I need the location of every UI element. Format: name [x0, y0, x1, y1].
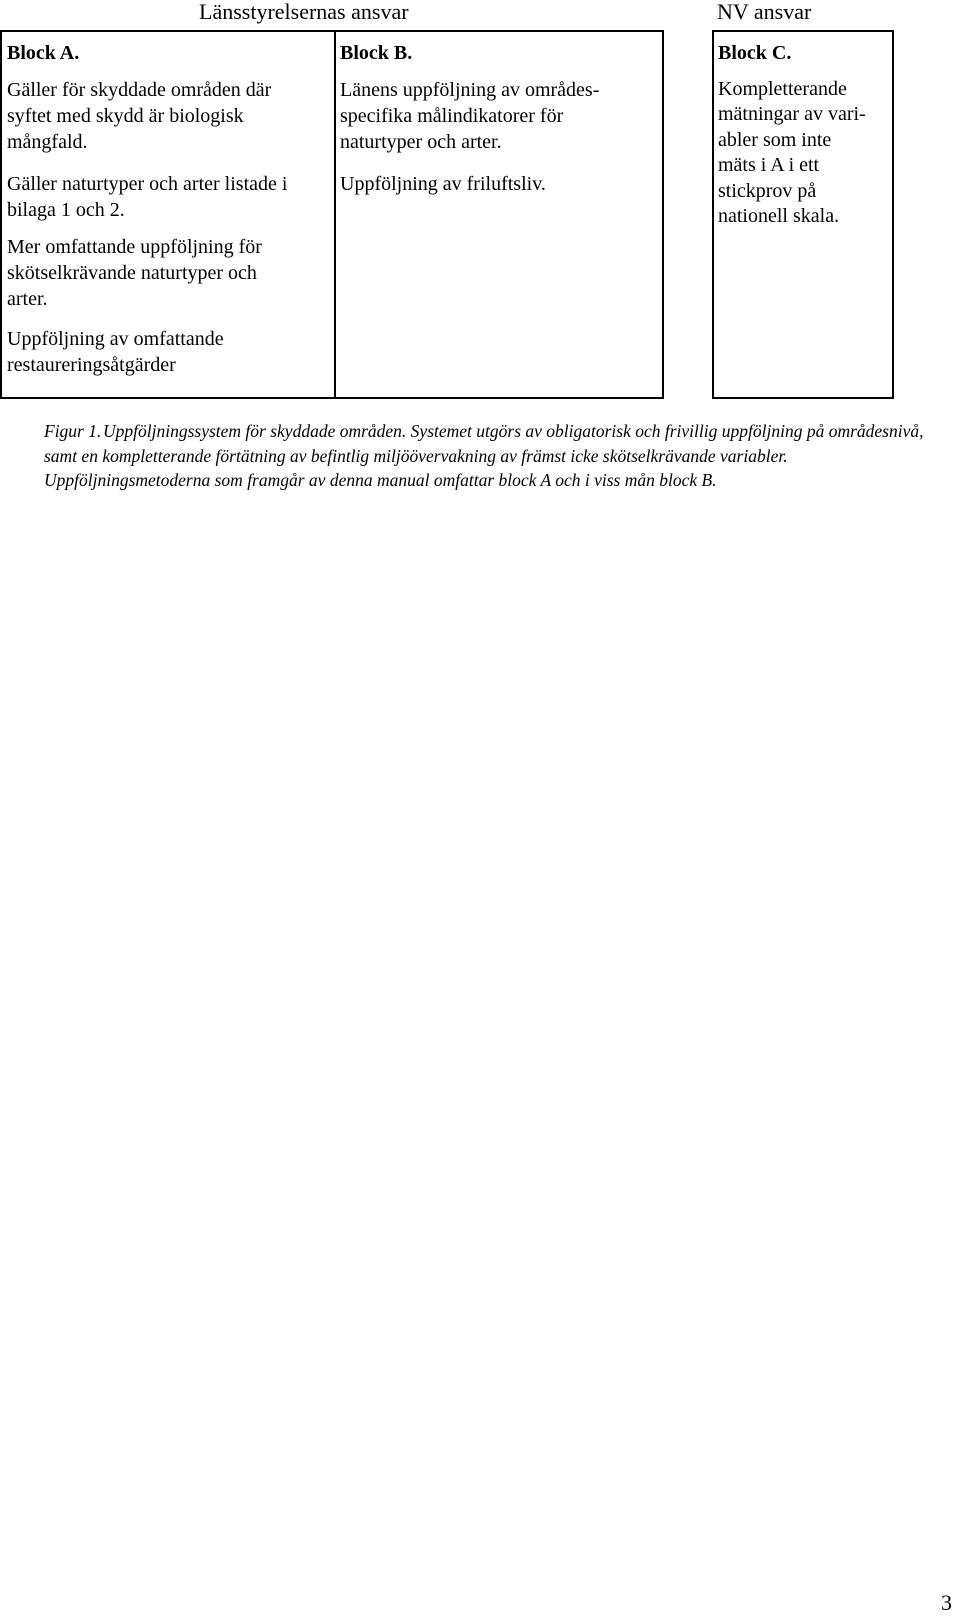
block-b-paragraph-2: Uppföljning av friluftsliv. — [340, 173, 546, 195]
block-a-paragraph-2: Gäller naturtyper och arter listade i bilaga 1 och 2. — [7, 173, 288, 221]
figure-label: Figur 1. — [44, 421, 102, 441]
header-nv-ansvar: NV ansvar — [717, 0, 812, 24]
block-c-title: Block C. — [718, 42, 792, 64]
block-b-title: Block B. — [340, 42, 413, 64]
figure-caption-text: Uppföljningssystem för skyddade områden. Systemet utgörs av obligatorisk och frivillig uppföljning på områdesnivå, samt en kompletterande förtätning av befintlig miljöövervakning av främst icke skötselkrävande variabler. Uppföljningsmetoderna som framgår av denna manual omfattar block A och i viss mån block B. — [44, 421, 924, 490]
block-c-text: Kompletterande mätningar av vari- abler som inte mäts i A i ett stickprov på nationell skala. — [718, 78, 866, 228]
block-a-paragraph-3: Mer omfattande uppföljning för skötselkrävande naturtyper och arter. — [7, 236, 262, 310]
header-lansstyrelsernas-ansvar: Länsstyrelsernas ansvar — [199, 0, 409, 24]
block-b-paragraph-1: Länens uppföljning av områdes- specifika målindikatorer för naturtyper och arter. — [340, 79, 600, 153]
block-a-paragraph-4: Uppföljning av omfattande restaureringsåtgärder — [7, 328, 224, 376]
block-a-paragraph-1: Gäller för skyddade områden där syftet med skydd är biologisk mångfald. — [7, 79, 272, 153]
block-a-title: Block A. — [7, 42, 80, 64]
page-number: 3 — [941, 1590, 952, 1615]
figure-caption — [44, 419, 944, 493]
